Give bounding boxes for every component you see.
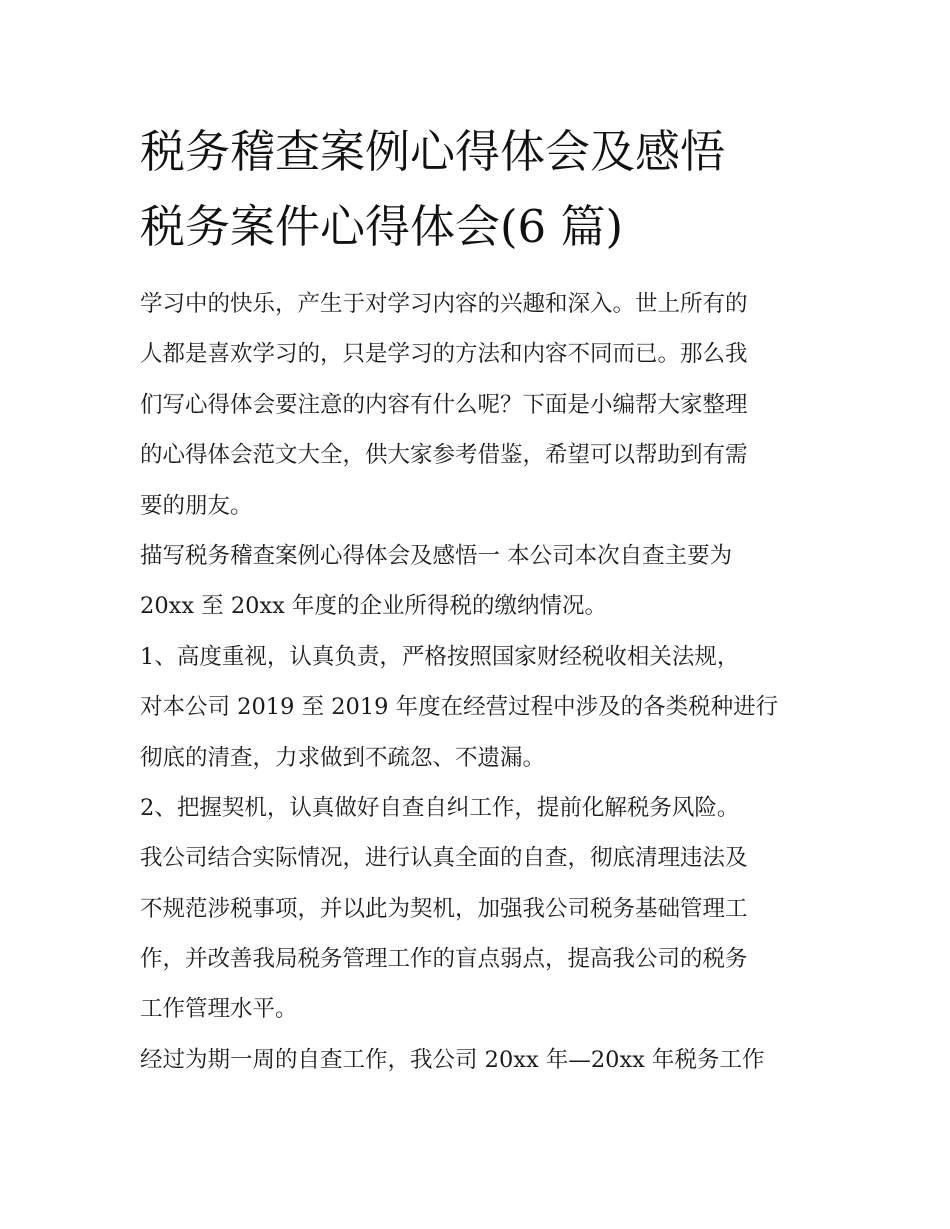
title-line: 税务案件心得体会(6 篇) [140,200,624,253]
body-line: 作，并改善我局税务管理工作的盲点弱点，提高我公司的税务 [140,946,748,973]
body-line: 1、高度重视，认真负责，严格按照国家财经税收相关法规， [140,643,740,670]
body-line: 20xx 至 20xx 年度的企业所得税的缴纳情况。 [140,593,607,620]
body-line: 对本公司 2019 至 2019 年度在经营过程中涉及的各类税种进行 [140,694,779,721]
title-line: 税务稽查案例心得体会及感悟 [140,125,726,178]
body-line: 不规范涉税事项，并以此为契机，加强我公司税务基础管理工 [140,895,748,922]
document-title [140,114,830,264]
body-line: 彻底的清查，力求做到不疏忽、不遗漏。 [140,744,546,771]
body-line: 人都是喜欢学习的，只是学习的方法和内容不同而已。那么我 [140,341,748,368]
body-line: 们写心得体会要注意的内容有什么呢？下面是小编帮大家整理 [140,391,748,418]
document-body [140,279,830,1085]
body-line: 2、把握契机，认真做好自查自纠工作，提前化解税务风险。 [140,794,740,821]
body-line: 我公司结合实际情况，进行认真全面的自查，彻底清理违法及 [140,845,748,872]
body-line: 工作管理水平。 [140,996,298,1023]
body-line: 学习中的快乐，产生于对学习内容的兴趣和深入。世上所有的 [140,291,748,317]
body-line: 经过为期一周的自查工作，我公司 20xx 年—20xx 年税务工作 [140,1046,765,1073]
body-line: 要的朋友。 [140,492,253,519]
body-line: 的心得体会范文大全，供大家参考借鉴，希望可以帮助到有需 [140,442,748,469]
body-line: 描写税务稽查案例心得体会及感悟一 本公司本次自查主要为 [140,542,733,569]
